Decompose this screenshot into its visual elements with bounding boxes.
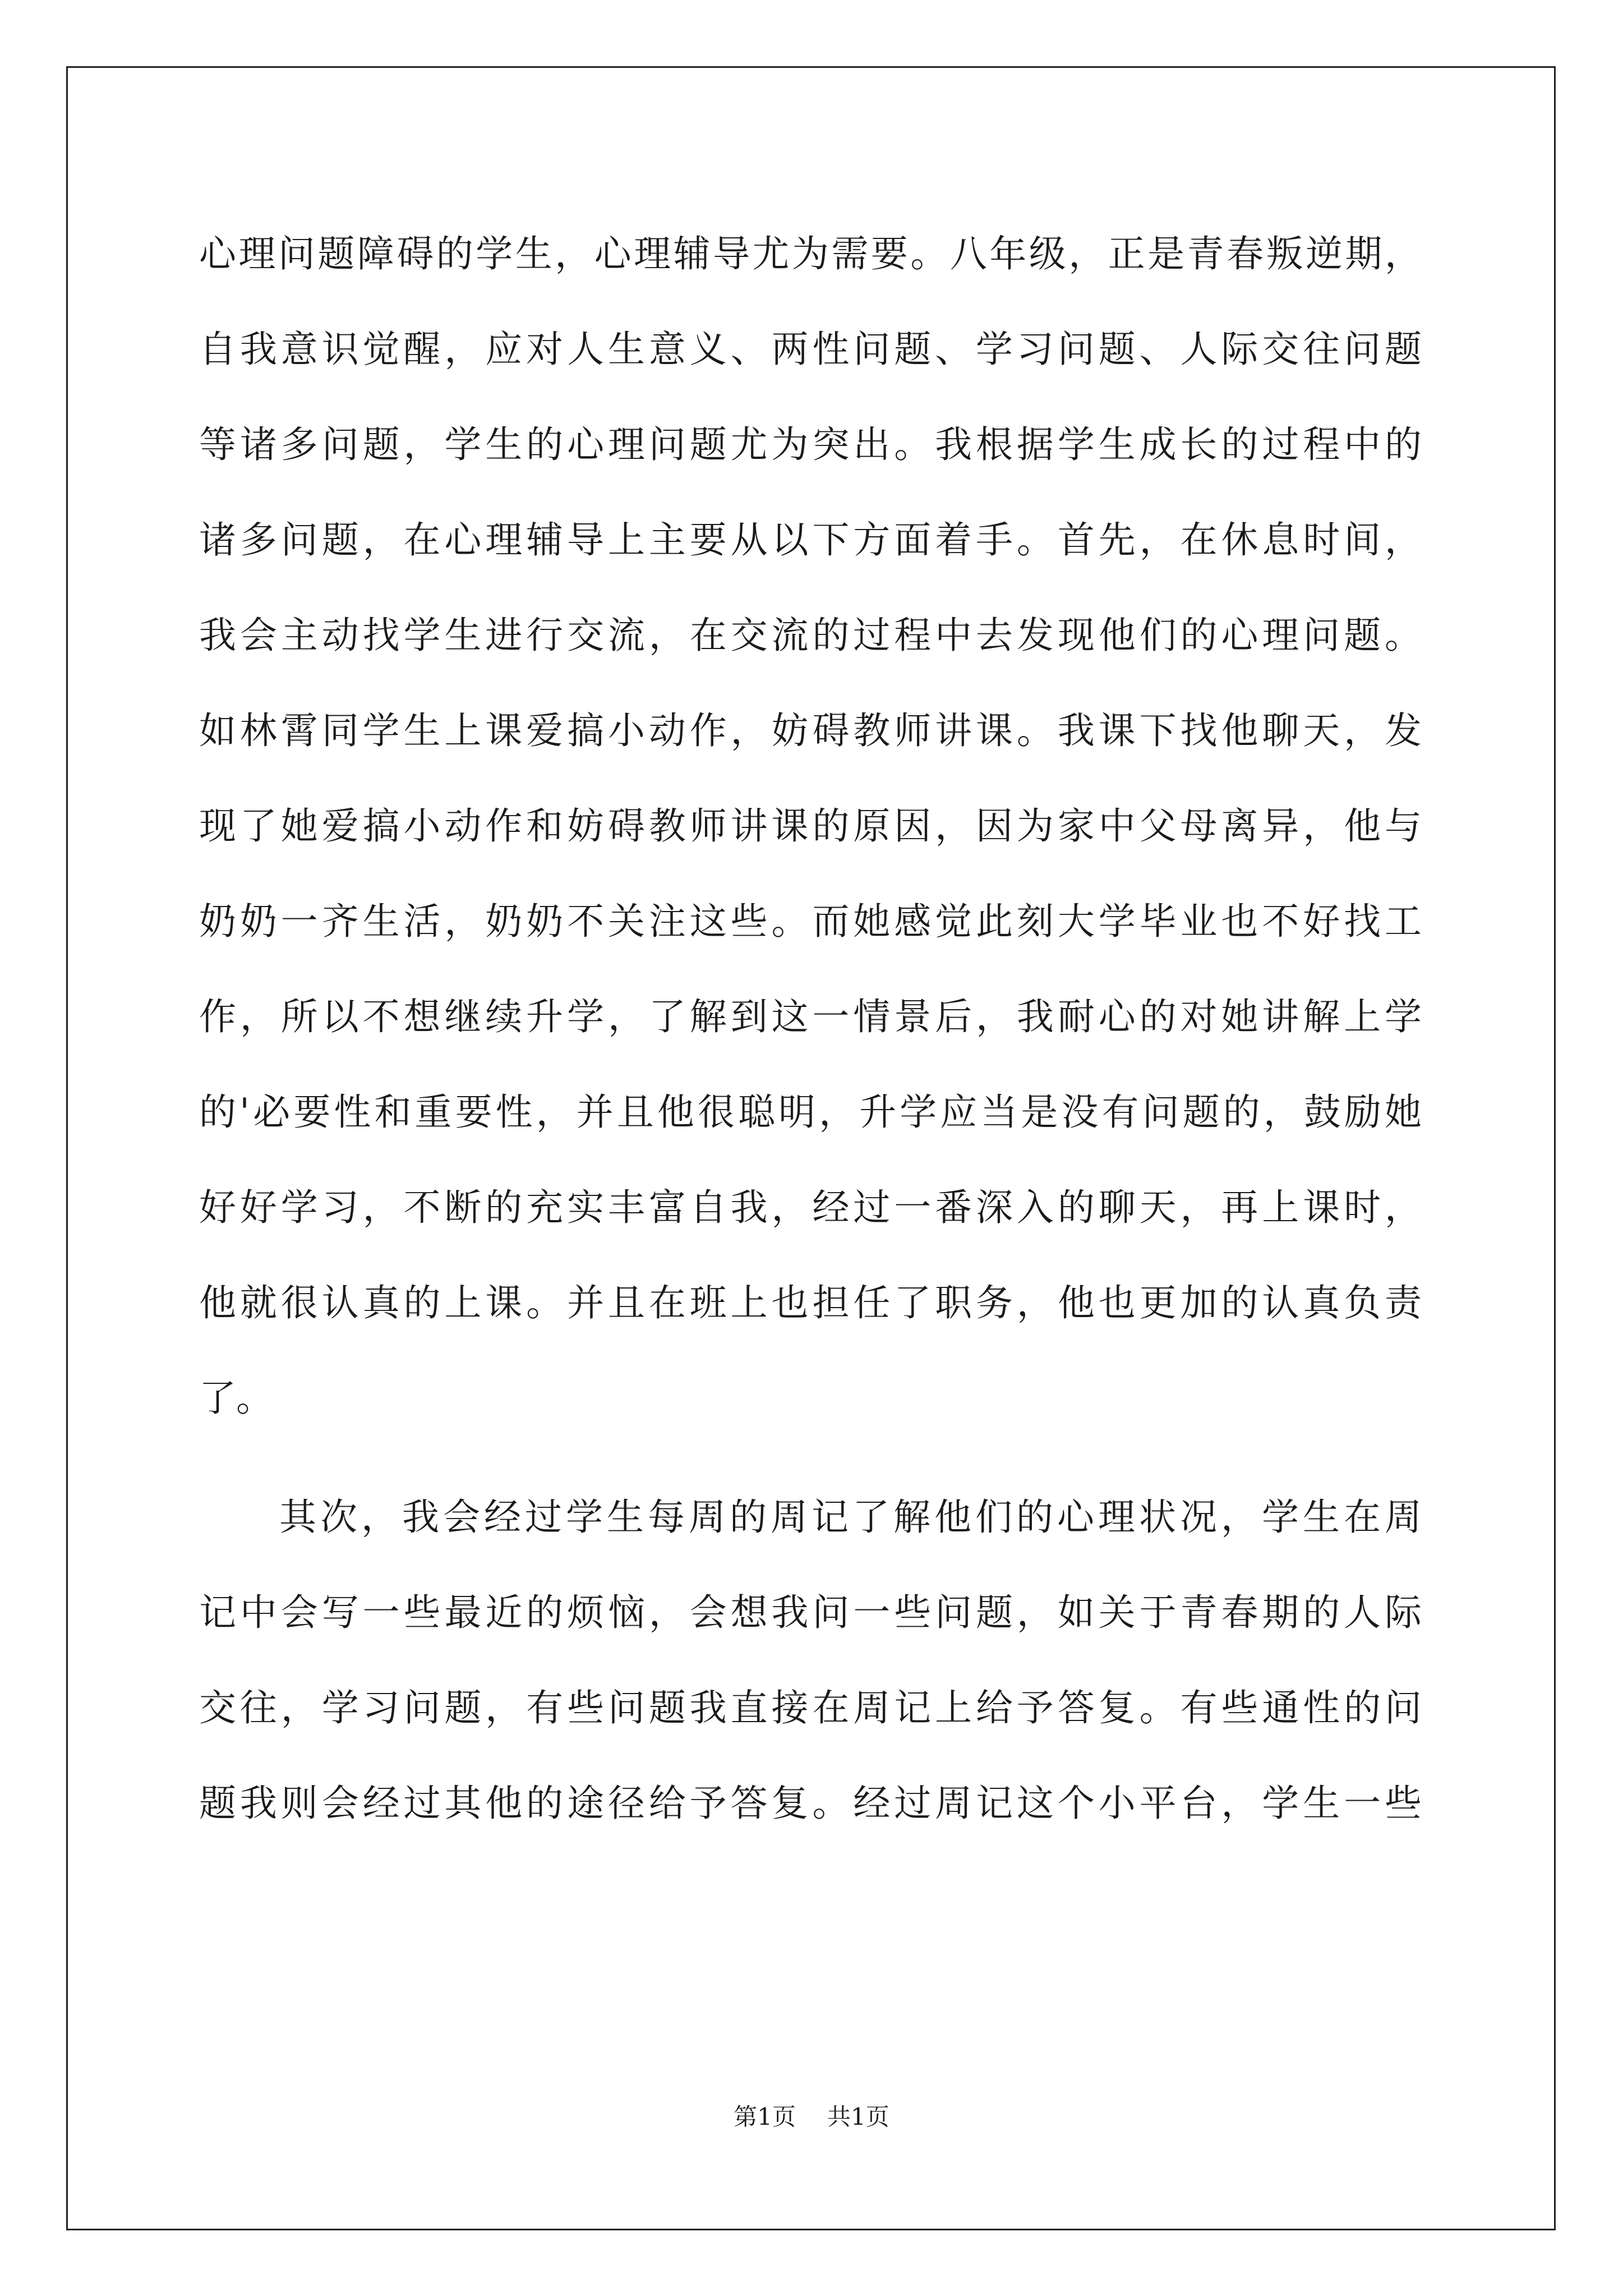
text-line: 作，所以不想继续升学，了解到这一情景后，我耐心的对她讲解上学 [199,995,1422,1038]
text-line: 心理问题障碍的学生，心理辅导尤为需要。八年级，正是青春叛逆期， [199,232,1422,275]
text-line: 记中会写一些最近的烦恼，会想我问一些问题，如关于青春期的人际 [199,1591,1422,1634]
paragraph-spacer [199,1446,1422,1470]
document-body [199,206,1422,1851]
page-number: 第1页 [734,2103,796,2131]
text-line: 自我意识觉醒，应对人生意义、两性问题、学习问题、人际交往问题 [199,328,1422,371]
page-footer [0,2100,1623,2134]
text-line: 其次，我会经过学生每周的周记了解他们的心理状况，学生在周 [279,1496,1422,1539]
text-line: 题我则会经过其他的途径给予答复。经过周记这个小平台，学生一些 [199,1782,1422,1825]
text-line: 的'必要性和重要性，并且他很聪明，升学应当是没有问题的，鼓励她 [199,1091,1422,1134]
text-line: 现了她爱搞小动作和妨碍教师讲课的原因，因为家中父母离异，他与 [199,804,1422,848]
text-line: 我会主动找学生进行交流，在交流的过程中去发现他们的心理问题。 [199,614,1422,657]
page-count: 共1页 [827,2103,889,2131]
text-line: 等诸多问题，学生的心理问题尤为突出。我根据学生成长的过程中的 [199,423,1422,466]
text-line: 奶奶一齐生活，奶奶不关注这些。而她感觉此刻大学毕业也不好找工 [199,900,1422,943]
text-line: 诸多问题，在心理辅导上主要从以下方面着手。首先，在休息时间， [199,518,1422,562]
text-line: 他就很认真的上课。并且在班上也担任了职务，他也更加的认真负责 [199,1281,1422,1324]
text-line: 好好学习，不断的充实丰富自我，经过一番深入的聊天，再上课时， [199,1186,1422,1229]
text-line: 了。 [199,1377,273,1420]
text-line: 如林霄同学生上课爱搞小动作，妨碍教师讲课。我课下找他聊天，发 [199,709,1422,752]
text-line: 交往，学习问题，有些问题我直接在周记上给予答复。有些通性的问 [199,1686,1422,1729]
